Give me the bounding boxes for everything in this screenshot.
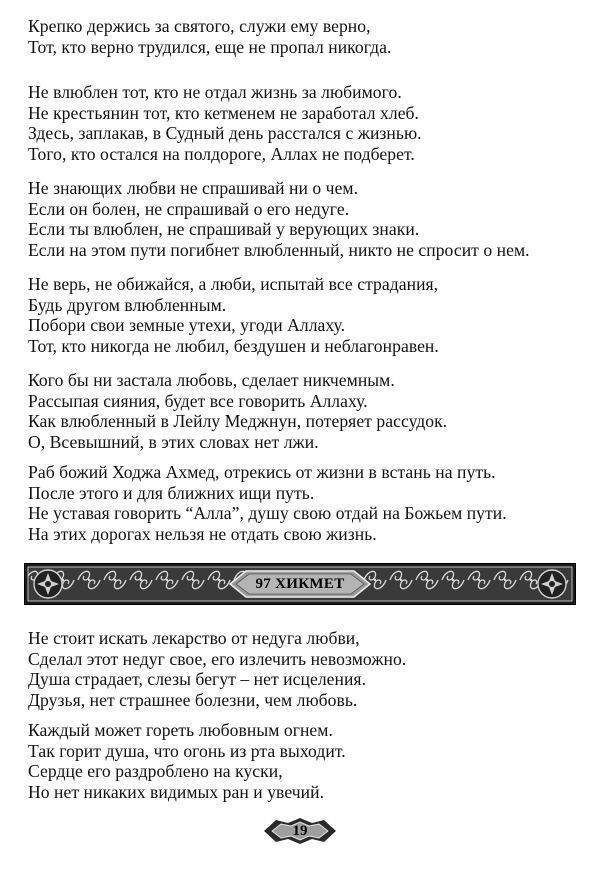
verse-line: Побори свои земные утехи, угоди Аллаху. [28,315,346,336]
verse-line: Сердце его раздроблено на куски, [28,761,283,782]
verse-line: Душа страдает, слезы бегут – нет исцеления. [28,669,367,690]
page-number-badge [262,815,338,847]
stanza-5 [28,370,588,452]
verse-line: Так горит душа, что огонь из рта выходит. [28,740,346,761]
section-title: 97 ХИКМЕТ [255,576,345,592]
verse-line: Если ты влюблен, не спрашивай у верующих знаки. [28,219,420,240]
stanza-6 [28,462,588,544]
verse-line: Каждый может гореть любовным огнем. [28,720,333,740]
verse-line: Не стоит искать лекарство от недуга любви, [28,628,360,648]
verse-line: Не уставая говорить “Алла”, душу свою отдай на Божьем пути. [28,503,507,524]
stanza-4 [28,274,588,356]
stanza-3 [28,178,588,260]
stanza-7 [28,628,588,710]
verse-line: После этого и для ближних ищи путь. [28,482,315,503]
stanza-2 [28,82,588,164]
verse-line: Крепко держись за святого, служи ему верно, [28,16,371,36]
stanza-8 [28,720,588,802]
verse-line: Не крестьянин тот, кто кетменем не заработал хлеб. [28,102,420,123]
verse-line: Сделал этот недуг свое, его излечить невозможно. [28,648,407,669]
verse-line: Но нет никаких видимых ран и увечий. [28,781,325,802]
verse-line: О, Всевышний, в этих словах нет лжи. [28,431,319,452]
stanza-1 [28,16,588,57]
verse-line: Не верь, не обижайся, а люби, испытай все страдания, [28,274,439,294]
verse-line: Кого бы ни застала любовь, сделает никчемным. [28,370,395,390]
verse-line: Будь другом влюбленным. [28,294,227,315]
verse-line: Как влюбленный в Лейлу Меджнун, потеряет рассудок. [28,411,448,432]
section-banner [24,563,576,605]
verse-line: Если он болен, не спрашивай о его недуге. [28,198,350,219]
verse-line: Друзья, нет страшнее болезни, чем любовь. [28,689,358,710]
verse-line: Здесь, заплакав, в Судный день расстался с жизнью. [28,123,422,144]
verse-line: Того, кто остался на полдороге, Аллах не подберет. [28,143,415,164]
verse-line: Если на этом пути погибнет влюбленный, никто не спросит о нем. [28,239,530,260]
verse-line: Тот, кто никогда не любил, бездушен и неблагонравен. [28,335,439,356]
verse-line: Не знающих любви не спрашивай ни о чем. [28,178,359,198]
verse-line: Раб божий Ходжа Ахмед, отрекись от жизни в встань на путь. [28,462,496,482]
verse-line: Рассыпая сияния, будет все говорить Аллаху. [28,390,368,411]
verse-line: На этих дорогах нельзя не отдать свою жизнь. [28,523,377,544]
verse-line: Не влюблен тот, кто не отдал жизнь за любимого. [28,82,402,102]
page-number: 19 [292,823,308,839]
verse-line: Тот, кто верно трудился, еще не пропал никогда. [28,36,392,57]
